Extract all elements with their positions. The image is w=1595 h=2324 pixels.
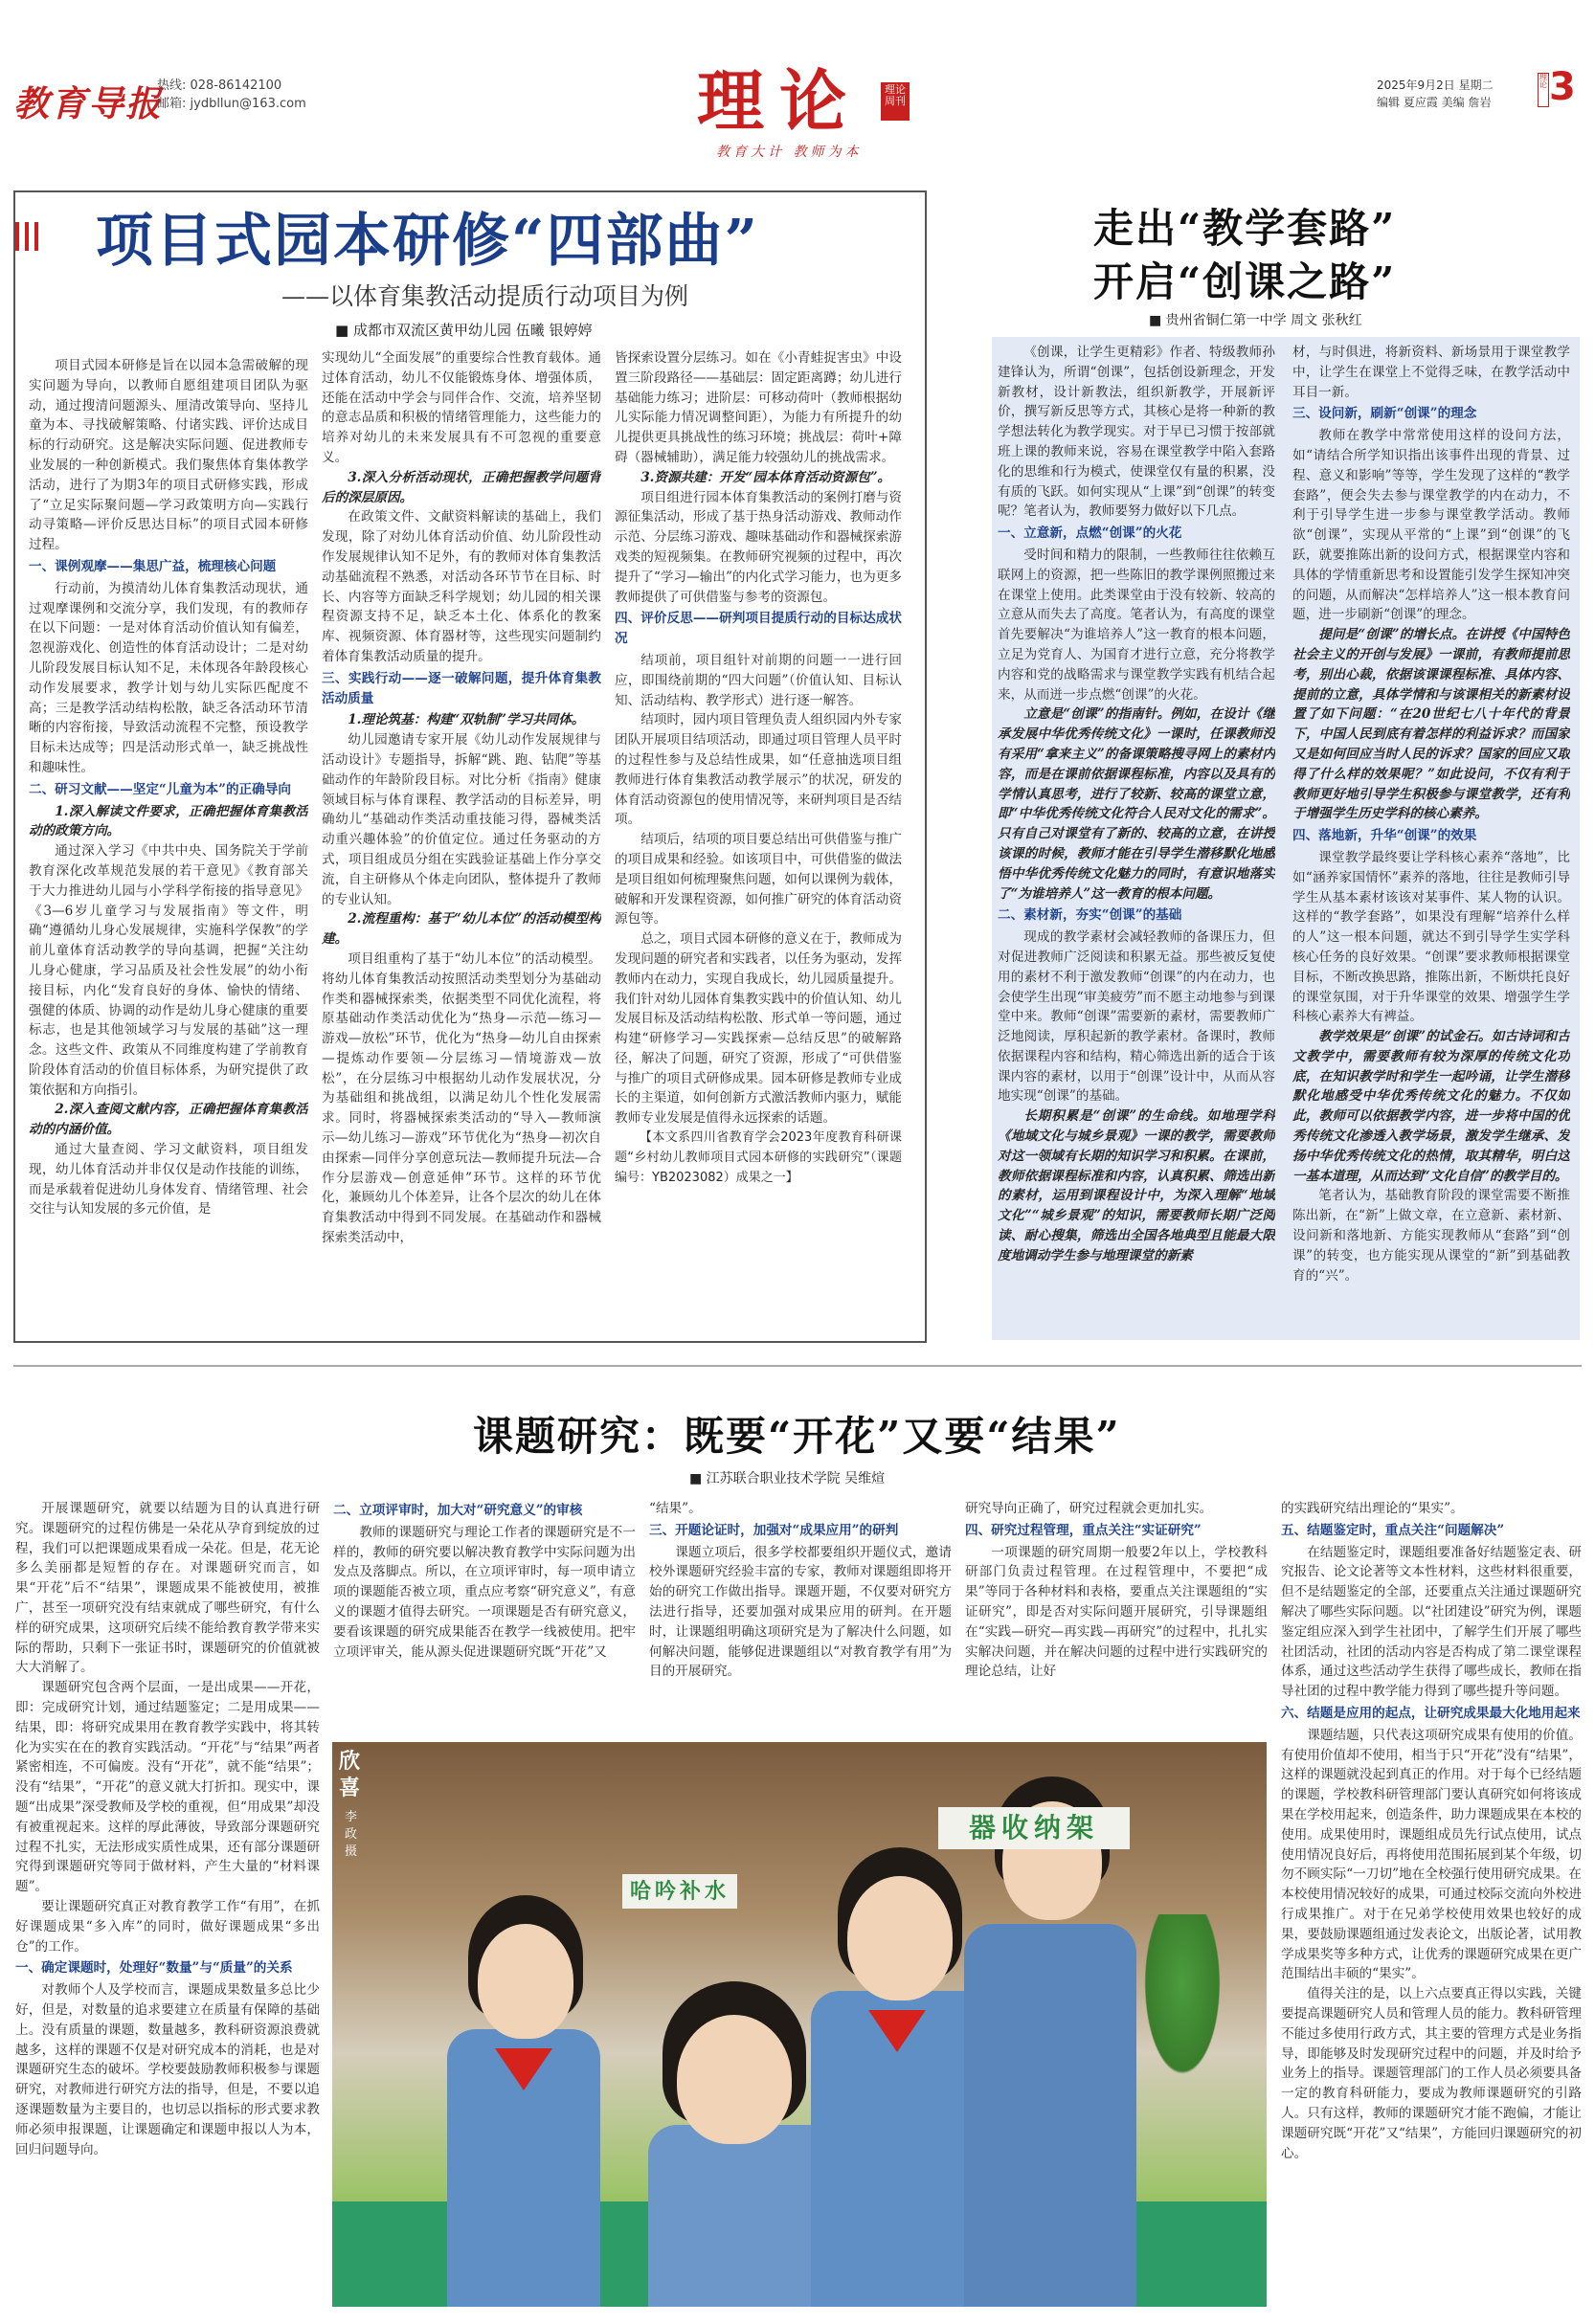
- section-heading: 三、开题论证时，加强对“成果应用”的研判: [649, 1522, 899, 1538]
- section-heading: 五、结题鉴定时，重点关注“问题解决”: [1281, 1522, 1505, 1538]
- paragraph: 项目组重构了基于“幼儿本位”的活动模型。将幼儿体育集教活动按照活动类型划分为基础动作类和器械探索类，依据类型不同优化流程，将原基础动作类活动优化为“热身—示范—练习—游戏—放松”环节，优化为“热身—幼儿自由探索—提炼动作要领—分层练习—情境游戏—放松”，在分层练习中根据幼儿动作发展状况，分为基础组和挑战组，以满足幼儿个性化发展需求。同时，将器械探索类活动的“导入—教师演示—幼儿练习—游戏”环节优化为“热身—初次自由探索—同伴分享创意玩法—教师提升玩法—合作分层游戏—创意延伸”环节。这样的环节优化，兼顾幼儿个体差异，让各个层次的幼儿在体育集教活动中得到不同发展。在基础动作和器械探索类活动中，: [322, 950, 601, 1246]
- paragraph: 开展课题研究，就要以结题为目的认真进行研究。课题研究的过程仿佛是一朵花从孕育到绽放的过程，我们可以把课题成果看成一朵花。但是，花无论多么美丽都是短暂的存在。对课题研究而言，如果“开花”后不“结果”，课题成果不能被使用，被推广，甚至一项研究没有结束就成了哪些研究，有什么样的研究成果，这项研究后续不能给教育教学带来实际的帮助，只剩下一张证书时，课题研究的价值就被大大消解了。: [15, 1501, 320, 1676]
- paragraph: 课题立项后，很多学校都要组织开题仪式，邀请校外课题研究经验丰富的专家，教师对课题组即将开始的研究工作做出指导。课题开题，不仅要对研究方法进行指导，还要加强对成果应用的研判。在开题时，让课题组明确这项研究是为了解决什么问题，如何解决问题，能够促进课题组以“对教育教学有用”为目的开展研究。: [649, 1544, 952, 1680]
- article2-title-line2: 开启“创课之路”: [1093, 258, 1397, 305]
- paragraph: 的实践研究结出理论的“果实”。: [1281, 1501, 1464, 1516]
- issue-date-block: [1377, 77, 1494, 111]
- newspaper-logo: 教育导报: [13, 82, 163, 124]
- section-title: 理论: [697, 61, 862, 141]
- photo-banner: 器收纳架: [938, 1807, 1130, 1849]
- photo-plant: [1139, 1914, 1225, 2087]
- section-heading: 一、立意新，点燃“创课”的火花: [998, 525, 1182, 542]
- section-heading: 一、确定课题时，处理好“数量”与“质量”的关系: [15, 1960, 293, 1977]
- paragraph: 课堂教学最终要让学科核心素养“落地”，比如“涵养家国情怀”素养的落地，往往是教师引导学生从基本素材该该对某事件、某人物的认识。这样的“教学套路”，如果没有理解“培养什么样的人”这一根本问题，就达不到引导学生实学科核心任务的良好效果。“创课”要求教师根据课堂目标，不断改换思路，推陈出新，不断烘托良好的课堂氛围，对于升华课堂的效果、增强学生学科核心素养大有裨益。: [1292, 849, 1570, 1025]
- page-tag: 理论: [1538, 73, 1549, 107]
- section-heading: 三、实践行动——逐一破解问题，提升体育集教活动质量: [322, 670, 601, 706]
- issue-date: 2025年9月2日 星期二: [1377, 78, 1494, 92]
- subsection-heading: 1.理论筑基：构建“双轨制”学习共同体。: [348, 712, 585, 728]
- photo-child-4-jacket: [964, 1924, 1136, 2307]
- photo-child-2-face: [677, 2015, 792, 2144]
- section-separator: [13, 1365, 1582, 1367]
- subsection-heading: 1.深入解读文件要求，正确把握体育集教活动的政策方向。: [29, 803, 308, 839]
- paragraph: 在结题鉴定时，课题组要准备好结题鉴定表、研究报告、论文论著等文本性材料，这些材料很重要，但不是结题鉴定的全部，还要重点关注通过课题研究解决了哪些实际问题。以“社团建设”研究为例，课题鉴定组应深入到学生社团中，了解学生们开展了哪些社团活动，社团的活动内容是否构成了第二课堂课程体系，通过这些活动学生获得了哪些成长，教师在指导社团的过程中教学能力得到了哪些提升等问题。: [1281, 1544, 1582, 1700]
- subsection-heading: 3.资源共建：开发“园本体育活动资源包”。: [640, 469, 891, 485]
- contact-info: [157, 77, 306, 113]
- paragraph: 幼儿园邀请专家开展《幼儿动作发展规律与活动设计》专题指导，拆解“跳、跑、钻爬”等基础动作的年龄阶段目标。对比分析《指南》健康领域目标与体育课程、教学活动的目标差异，明确幼儿“基础动作类活动重技能习得，器械类活动重兴趣体验”的价值定位。通过任务驱动的方式，项目组成员分组在实践验证基础上作分享交流，自主研修从个体走向团队，整体提升了教师的专业认知。: [322, 732, 601, 907]
- hotline: 热线: 028-86142100: [157, 78, 282, 93]
- paragraph: 结项前，项目组针对前期的问题一一进行回应，即围绕前期的“四大问题”（价值认知、目标认知、活动结构、教学形式）进行逐一解答。: [615, 652, 902, 708]
- subsection-heading: 教学效果是“创课”的试金石。如古诗词和古文教学中，需要教师有较为深厚的传统文化功底，在知识教学时和学生一起吟诵，让学生潜移默化地感受中华优秀传统文化的魅力。不仅如此，教师可以依据教学内容，进一步将中国的优秀传统文化渗透入教学场景，激发学生继承、发扬中华优秀传统文化的热情，取其精华，明白这一基本道理，从而达到“文化自信”的教学目的。: [1292, 1029, 1570, 1184]
- article1-column-3: [615, 348, 902, 1332]
- article1-column-2: [322, 348, 601, 1332]
- photo-caption: 欣喜: [339, 1749, 361, 1800]
- paragraph: 教师的课题研究与理论工作者的课题研究是不一样的，教师的研究要以解决教育教学中实际问题为出发点及落脚点。所以，在立项评审时，每一项申请立项的课题能否被立项，重点应考察“研究意义”，有意义的课题才值得去研究。一项课题是否有研究意义，要看该课题的研究成果能否在教学一线被使用。把牢立项评审关，能从源头促进课题研究既“开花”又: [333, 1524, 636, 1660]
- paragraph: 在政策文件、文献资料解读的基础上，我们发现，除了对幼儿体育活动价值、幼儿阶段性动作发展规律认知不足外，有的教师对体育集教活动基础流程不熟悉，对活动各环节节在目标、时长、内容等方面缺乏科学规划；幼儿园的相关课程资源支持不足，缺乏本土化、体系化的教案库、视频资源、体育器材等，这些现实问题制约着体育集教活动质量的提升。: [322, 509, 601, 664]
- paragraph: 要让课题研究真正对教育教学工作“有用”，在抓好课题成果“多入库”的同时，做好课题成果“多出仓”的工作。: [15, 1898, 320, 1955]
- paragraph: 笔者认为，基础教育阶段的课堂需要不断推陈出新，在“新”上做文章，在立意新、素材新、设问新和落地新、方能实现教师从“套路”到“创课”的转变，也方能实现从课堂的“新”到基础教育的“兴”。: [1292, 1188, 1570, 1284]
- paragraph: 一项课题的研究周期一般要2年以上，学校教科研部门负责过程管理。在过程管理中，不要把“成果”等同于各种材料和表格，要重点关注课题组的“实证研究”，即是否对实际问题开展研究，引导课题组在“实践—研究—再实践—再研究”的过程中，扎扎实实解决问题，并在解决问题的过程中进行实践研究的理论总结，让好: [965, 1544, 1268, 1680]
- photo-banner-2: 哈吟补水: [622, 1874, 737, 1909]
- paragraph: 皆探索设置分层练习。如在《小青蛙捉害虫》中设置三阶段路径——基础层：固定距离蹲；幼儿进行基础能力练习；进阶层：可移动荷叶（教师根据幼儿实际能力情况调整间距），为能力有所提升的幼儿提供更具挑战性的练习环境；挑战层：荷叶+障碍（器械辅助），满足能力较强幼儿的挑战需求。: [615, 350, 902, 465]
- photo-author: 李政 摄: [345, 1810, 358, 1859]
- section-heading: 四、评价反思——研判项目提质行动的目标达成状况: [615, 611, 902, 647]
- paragraph: 对教师个人及学校而言，课题成果数量多总比少好，但是，对数量的追求要建立在质量有保障的基础上。没有质量的课题，数量越多，教科研资源浪费就越多，这样的课题不仅是对研究成本的消耗，也是对课题研究生态的破坏。学校要鼓励教师积极参与课题研究，对教师进行研究方法的指导，但是，不要以追逐课题数量为主要目的，也切忌以指标的形式要求教师必须申报课题，让课题确定和课题申报以人为本，回归问题导向。: [15, 1982, 320, 2157]
- subsection-heading: 立意是“创课”的指南针。例如，在设计《继承发展中华优秀传统文化》一课时，任课教师没有采用“拿来主义”的备课策略搜寻网上的素材内容，而是在课前依据课程标准，内容以及具有的学情认真思考，进行了较新、较高的课堂立意，即“中华优秀传统文化符合人民对文化的需求”。只有自己对课堂有了新的、较高的立意，在讲授该课的时候，教师才能在引导学生潜移默化地感悟中华优秀传统文化魅力的同时，有意识地落实了“为谁培养人”这一教育的根本问题。: [998, 706, 1275, 902]
- section-heading: 一、课例观摩——集思广益，梳理核心问题: [29, 558, 277, 574]
- section-heading: 二、研习文献——坚定“儿童为本”的正确导向: [29, 781, 291, 797]
- funding-note: 【本文系四川省教育学会2023年度教育科研课题“乡村幼儿教师项目式园本研修的实践研究”（课题编号：YB2023082）成果之一】: [615, 1130, 902, 1185]
- section-heading: 六、结题是应用的起点，让研究成果最大化地用起来: [1281, 1705, 1581, 1721]
- article1-subtitle: ——以体育集教活动提质行动项目为例: [281, 282, 689, 310]
- paragraph: 通过大量查阅、学习文献资料，项目组发现，幼儿体育活动并非仅仅是动作技能的训练，而是承载着促进幼儿身体发育、情绪管理、社会交往与认知发展的多元价值，是: [29, 1142, 308, 1218]
- article1-byline: ■ 成都市双流区黄甲幼儿园 伍曦 银婷婷: [335, 322, 593, 339]
- paragraph: 研究导向正确了，研究过程就会更加扎实。: [965, 1501, 1213, 1516]
- paragraph: 行动前，为摸清幼儿体育集教活动现状，通过观摩课例和交流分享，我们发现，有的教师存在以下问题：一是对体育活动价值认知有偏差，忽视游戏化、创造性的体育活动设计；二是对幼儿阶段发展目标认知不足，未体现各年龄段核心动作发展要求，教学计划与幼儿实际匹配度不高；三是教学活动结构松散，缺乏各活动环节清晰的内容衔接，导致活动流程不完整，预设教学目标未达成等；四是活动形式单一，缺乏挑战性和趣味性。: [29, 580, 308, 775]
- section-heading: 四、研究过程管理，重点关注“实证研究”: [965, 1522, 1202, 1538]
- paragraph: 《创课，让学生更精彩》作者、特级教师孙建锋认为，所谓“创课”，包括创设新理念，开发新教材，设计新教法，组织新教学，开展新评价，撰写新反思等方式，其核心是将一种新的教学想法转化为教学现实。对于早已习惯于按部就班上课的教师来说，容易在课堂教学中陷入套路化的思维和行为模式，使课堂仅有量的积累，没有质的飞跃。如何实现从“上课”到“创课”的转变呢？笔者认为，教师要努力做好以下几点。: [998, 345, 1275, 520]
- section-heading: 二、立项评审时，加大对“研究意义”的审核: [333, 1503, 583, 1518]
- article3-column-2: [333, 1499, 636, 1738]
- subsection-heading: 3.深入分析活动现状，正确把握教学问题背后的深层原因。: [322, 469, 601, 505]
- paragraph: 现成的教学素材会减轻教师的备课压力，但对促进教师广泛阅读和积累无益。那些被反复使用的素材不利于激发教师“创课”的内在动力，也会使学生出现“审美疲劳”而不愿主动地参与到课堂中来。教师“创课”需要新的素材，需要教师广泛地阅读，厚积起新的教学素材。备课时，教师依据课程内容和结构，精心筛选出新的适合于该课内容的素材，以用于“创课”设计中，从而从容地实现“创课”的基础。: [998, 929, 1275, 1105]
- paragraph: 项目式园本研修是旨在以园本急需破解的现实问题为导向，以教师自愿组建项目团队为驱动，通过搜清问题源头、厘清改策导向、坚持儿童为本、寻找破解策略、付诸实践、评价达成目标的行动研究。这是解决实际问题、促进教师专业发展的一种创新模式。我们聚焦体育集体教学活动，进行了为期3年的项目式研修实践，形成了“立足实际聚问题—学习政策明方向—实践行动寻策略—评价反思达目标”的项目式园本研修过程。: [29, 358, 308, 553]
- article2-byline: ■ 贵州省铜仁第一中学 周文 张秋红: [1149, 313, 1362, 328]
- paragraph: 项目组进行园本体育集教活动的案例打磨与资源征集活动，形成了基于热身活动游戏、教师动作示范、分层练习游戏、趣味基础动作和器械探索游戏类的短视频集。在教师研究视频的过程中，再次提升了“学习—输出”的内化式学习能力，也为更多教师提供了可供借鉴与参考的资源包。: [615, 489, 902, 605]
- article3-title: 课题研究：既要“开花”又要“结果”: [473, 1413, 1121, 1460]
- photo-child-3-scarf: [868, 2010, 926, 2052]
- section-heading: 三、设问新，刷新“创课”的理念: [1292, 406, 1477, 422]
- article2-column-1: [998, 343, 1275, 1336]
- article3-column-3: [649, 1499, 952, 1738]
- paragraph: 课题结题，只代表这项研究成果有使用的价值。有使用价值却不使用，相当于只“开花”没有“结果”，这样的课题就没起到真正的作用。对于每个已经结题的课题，学校教科研管理部门要认真研究如何将该成果在学校用起来，创造条件，助力课题成果在本校的使用。成果使用时，课题组成员先行试点使用，试点使用情况良好后，再将使用范围拓展到某个年级，切勿不顾实际“一刀切”地在全校强行使用研究成果。在本校使用情况较好的成果，可通过校际交流向外校进行成果推广。对于在兄弟学校使用效果也较好的成果，要鼓励课题组通过发表论文，出版论著，试用教学成果奖等多种方式，让优秀的课题研究成果在更广范围结出丰硕的“果实”。: [1281, 1727, 1582, 1982]
- subsection-heading: 长期积累是“创课”的生命线。如地理学科《地域文化与城乡景观》一课的教学，需要教师对这一领域有长期的知识学习和积累。在课前，教师依据课程标准和内容，认真积累、筛选出新的素材，运用到课程设计中，为深入理解“地域文化”“城乡景观”的知识，需要教师长期广泛阅读、耐心搜集，筛选出全国各地典型且能最大限度地调动学生参与地理课堂的新素: [998, 1108, 1275, 1263]
- paragraph: 课题研究包含两个层面，一是出成果——开花，即：完成研究计划，通过结题鉴定；二是用成果——结果，即：将研究成果用在教育教学实践中，将其转化为实实在在的教育实践活动。“开花”与“结果”两者紧密相连，不可偏废。没有“开花”，就不能“结果”；没有“结果”，“开花”的意义就大打折扣。现实中，课题“出成果”深受教师及学校的重视，但“用成果”却没有被重视起来。这样的厚此薄彼，导致部分课题研究过程不扎实，无法形成实质性成果，还有部分课题研究得到课题研究等同于做材料，产生大量的“材料课题”。: [15, 1680, 320, 1895]
- title-decoration: [15, 222, 52, 251]
- article1-title: 项目式园本研修“四部曲”: [96, 208, 760, 275]
- article2-title: [1093, 202, 1396, 309]
- paragraph: “结果”。: [649, 1501, 702, 1516]
- email: 邮箱: jydbllun@163.com: [157, 97, 306, 111]
- photo-child-3-face: [847, 1876, 953, 2000]
- article3-column-5: [1281, 1499, 1582, 2309]
- article2-column-2: [1292, 343, 1570, 1336]
- paragraph: 实现幼儿“全面发展”的重要综合性教育载体。通过体育活动，幼儿不仅能锻炼身体、增强体质，还能在活动中学会与同伴合作、交流，培养坚韧的意志品质和积极的情绪管理能力，这些能力的培养对幼儿的未来发展具有不可忽视的重要意义。: [322, 350, 601, 465]
- paragraph: 通过深入学习《中共中央、国务院关于学前教育深化改革规范发展的若干意见》《教育部关于大力推进幼儿园与小学科学衔接的指导意见》《3—6岁儿童学习与发展指南》等文件，明确“遵循幼儿身心发展规律，实施科学保教”的学前儿童体育活动教学的导向基调，把握“关注幼儿身心健康，学习品质及社会性发展”的幼小衔接目标，内化“发育良好的身体、愉快的情绪、强健的体质、协调的动作是幼儿身心健康的重要标志，也是其他领域学习与发展的基础”这一理念。这些文件、政策从不同维度构建了学前教育阶段体育活动的价值目标体系，为研究提供了政策依据和方向指引。: [29, 843, 308, 1098]
- article3-column-1: [15, 1499, 320, 2309]
- paragraph: 值得关注的是，以上六点要真正得以实践，关键要提高课题研究人员和管理人员的能力。教科研管理不能过多使用行政方式，其主要的管理方式是业务指导，即能够及时发现研究过程中的问题，并及时给予业务上的指导。课题管理部门的工作人员必须要具备一定的教育科研能力，要成为教师课题研究的引路人。只有这样，教师的课题研究才能不跑偏，才能让课题研究既“开花”又“结果”，方能回归课题研究的初心。: [1281, 1986, 1582, 2161]
- article1-column-1: [29, 356, 308, 1332]
- paragraph: 受时间和精力的限制，一些教师往往依赖互联网上的资源，把一些陈旧的教学课例照搬过来在课堂上使用。此类课堂由于没有较新、较高的立意从而失去了高度。笔者认为，有高度的课堂首先要解决“为谁培养人”这一教育的根本问题，立足为党育人、为国育才进行立意，充分将教学内容和党的战略需求与课堂教学实践有机结合起来，从而迸一步点燃“创课”的火花。: [998, 547, 1275, 703]
- subsection-heading: 提问是“创课”的增长点。在讲授《中国特色社会主义的开创与发展》一课前，有教师提前思考，别出心裁，依据该课课程标准、具体内容、提前的立意，具体学情和与该课相关的新素材设置了如下问题：“在20世纪七八十年代的背景下，中国人民到底有着怎样的利益诉求？而国家又是如何回应当时人民的诉求？国家的回应又取得了什么样的效果呢？”如此设问，不仅有利于教师更好地引导学生积极参与课堂教学，还有利于增强学生历史学科的核心素养。: [1292, 627, 1570, 822]
- section-heading: 二、素材新，夯实“创课”的基础: [998, 907, 1182, 924]
- article3-column-4: [965, 1499, 1268, 1738]
- section-heading: 四、落地新，升华“创课”的效果: [1292, 828, 1477, 844]
- article2-title-line1: 走出“教学套路”: [1093, 205, 1397, 252]
- photo-child-1-face: [478, 1924, 573, 2039]
- paragraph: 教师在教学中常常使用这样的设问方法，如“请结合所学知识指出该事件出现的背景、过程、意义和影响”等等，学生发现了这样的“教学套路”，便会失去参与课堂教学的内在动力，不利于引导学生进一步参与课堂教学活动。教师欲“创课”，实现从平常的“上课”到“创课”的飞跃，就要推陈出新的设问方式，根据课堂内容和具体的学情重新思考和设置能引发学生探知冲突的问题，从而解决“怎样培养人”这一根本教育问题，进一步刷新“创课”的理念。: [1292, 428, 1570, 623]
- section-seal: 理论周刊: [881, 82, 910, 121]
- subsection-heading: 2.流程重构：基于“幼儿本位”的活动模型构建。: [322, 911, 601, 948]
- page-number: 3: [1549, 65, 1576, 109]
- paragraph: 结项后，结项的项目要总结出可供借鉴与推广的项目成果和经验。如该项目中，可供借鉴的做法是项目组如何梳理聚焦问题，如何以课例为载体，破解和开发课程资源，如何推广研究的体育活动资源包等。: [615, 832, 902, 927]
- paragraph: 材，与时俱进，将新资料、新场景用于课堂教学中，让学生在课堂上不觉得乏味，在教学活动中耳目一新。: [1292, 345, 1570, 400]
- section-slogan: 教育大计 教师为本: [716, 145, 863, 160]
- paragraph: 结项时，园内项目管理负责人组织园内外专家团队开展项目结项活动，即通过项目管理人员平时的过程性参与及总结性成果，如“任意抽选项目组教师进行体育集教活动教学展示”的状况，研发的体育活动资源包的使用情况等，来研判项目是否结项。: [615, 712, 902, 828]
- subsection-heading: 2.深入查阅文献内容，正确把握体育集教活动的内涵价值。: [29, 1102, 308, 1138]
- editors: 编辑 夏应霞 美编 詹岩: [1377, 96, 1492, 109]
- photo-child-1-scarf: [495, 2048, 552, 2090]
- paragraph: 总之，项目式园本研修的意义在于，教师成为发现问题的研究者和实践者，以任务为驱动，发挥教师内在动力，实现自我成长，幼儿园质量提升。我们针对幼儿园体育集教实践中的价值认知、幼儿发展目标及活动结构松散、形式单一等问题，通过构建“研修学习—实践探索—总结反思”的破解路径，解决了问题，研究了资源，形成了“可供借鉴与推广的项目式研修成果。园本研修是教师专业成长的主渠道，如何创新方式激活教师内驱力，赋能教师专业发展是值得永远探索的话题。: [615, 931, 902, 1127]
- article3-byline: ■ 江苏联合职业技术学院 吴维煊: [689, 1471, 886, 1486]
